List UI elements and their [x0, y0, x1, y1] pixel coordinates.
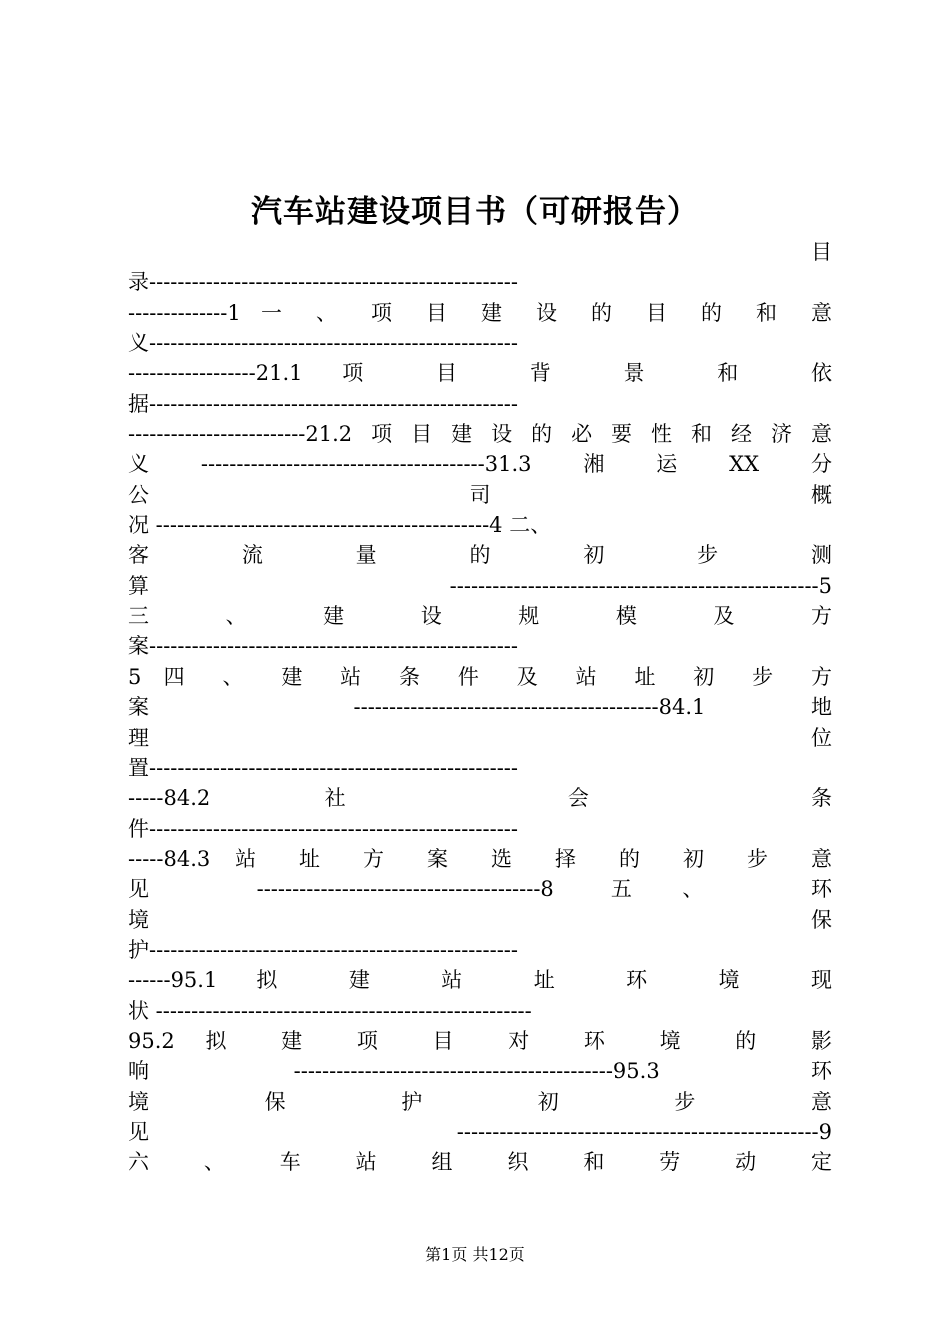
toc-line: ------------------21.1 项 目 背 景 和 依: [128, 361, 832, 386]
toc-line: 5 四 、 建 站 条 件 及 站 址 初 步 方: [128, 664, 832, 689]
toc-line: 客 流 量 的 初 步 测: [128, 543, 832, 568]
document-title: 汽车站建设项目书（可研报告）: [251, 194, 699, 230]
toc-line: 境 保 护 初 步 意: [128, 1089, 832, 1114]
toc-line: -------------------------21.2项目建设的必要性和经济意: [128, 422, 832, 447]
toc-line: 案----------------------------------------------------: [128, 634, 518, 659]
toc-line: 公 司 概: [128, 482, 832, 507]
table-of-contents: [128, 237, 832, 1178]
toc-line: 见 ---------------------------------------------------9: [128, 1119, 832, 1144]
toc-line: 置----------------------------------------------------: [128, 755, 518, 780]
toc-line: 况 -----------------------------------------------4 二、: [128, 513, 552, 538]
toc-line: 状 -----------------------------------------------------: [128, 998, 532, 1023]
toc-line: 案 -------------------------------------------84.1 地: [128, 695, 832, 720]
toc-line: ------95.1 拟 建 站 址 环 境 现: [128, 968, 832, 993]
toc-line: 95.2 拟 建 项 目 对 环 境 的 影: [128, 1028, 832, 1053]
toc-line: 算 ----------------------------------------------------5: [128, 573, 832, 598]
toc-line: 护----------------------------------------------------: [128, 937, 518, 962]
toc-line: 据----------------------------------------------------: [128, 391, 518, 416]
toc-line: 见 ----------------------------------------8 五、 环: [128, 877, 832, 902]
toc-line: 响---------------------------------------------95.3 环: [128, 1059, 832, 1084]
toc-line: -----84.2 社 会 条: [128, 786, 832, 811]
toc-line: 六 、 车 站 组 织 和 劳 动 定: [128, 1150, 832, 1175]
toc-line: 件----------------------------------------------------: [128, 816, 518, 841]
toc-line: 义----------------------------------------31.3湘运XX分: [128, 452, 832, 477]
page-number-footer: 第1页 共12页: [425, 1245, 525, 1264]
toc-line: 理 位: [128, 725, 832, 750]
toc-line: 目: [811, 240, 832, 264]
toc-line: 义----------------------------------------------------: [128, 331, 518, 356]
toc-line: -----84.3 站 址 方 案 选 择 的 初 步 意: [128, 846, 832, 871]
toc-line: 三 、 建 设 规 模 及 方: [128, 604, 832, 629]
toc-line: 境 保: [128, 907, 832, 932]
toc-line: 录----------------------------------------------------: [128, 270, 518, 295]
toc-line: --------------1 一 、 项 目 建 设 的 目 的 和 意: [128, 300, 832, 325]
